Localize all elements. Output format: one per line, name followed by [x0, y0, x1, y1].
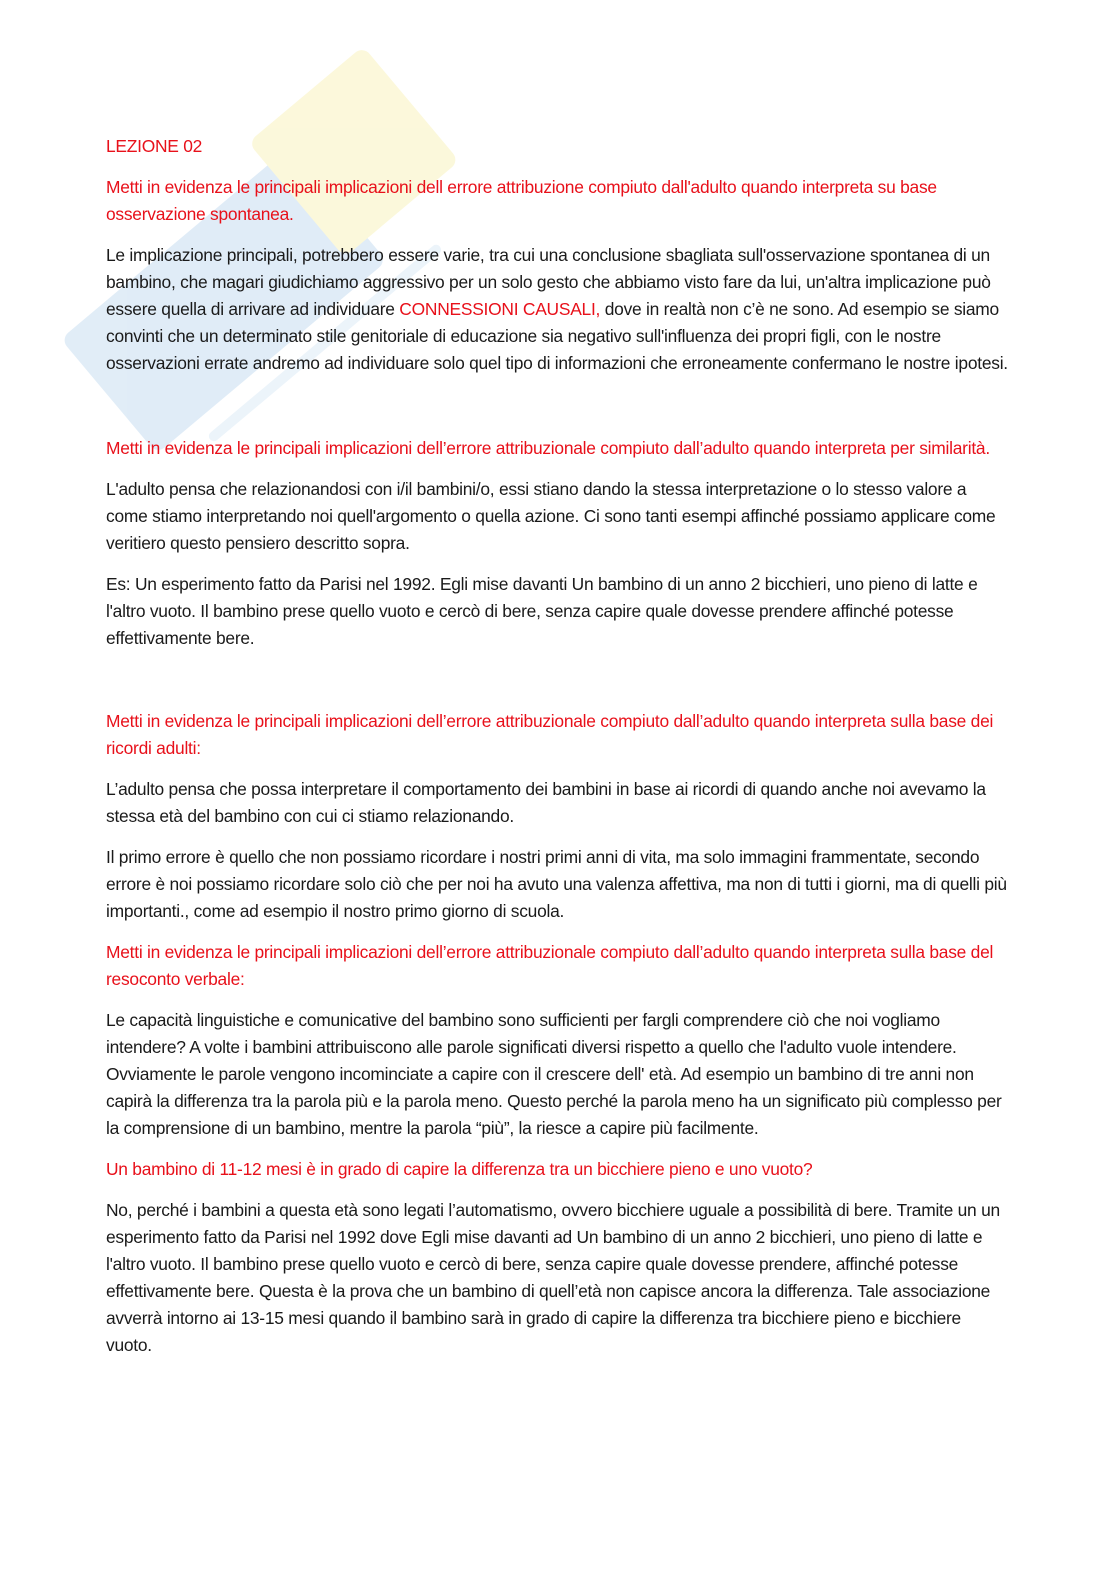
- question-heading: Un bambino di 11-12 mesi è in grado di capire la differenza tra un bicchiere pieno e uno vuoto?: [106, 1159, 813, 1179]
- paragraph-text: Le implicazione principali, potrebbero essere varie, tra cui una conclusione sbagliata sull'osservazione spontanea di un bambino, che magari giudichiamo aggressivo per un solo gesto che abbiamo visto fare da lui, un'altra implicazione può essere quella di arrivare ad individuare: [106, 245, 991, 319]
- question-heading: Metti in evidenza le principali implicazioni dell errore attribuzione compiuto dall'adulto quando interpreta su base osservazione spontanea.: [106, 177, 937, 224]
- answer-paragraph: L'adulto pensa che relazionandosi con i/il bambini/o, essi stiano dando la stessa interpretazione o lo stesso valore a come stiamo interpretando noi quell'argomento o quella azione. Ci sono tanti esempi affinché possiamo applicare come veritiero questo pensiero descritto sopra.: [106, 479, 996, 553]
- question-heading: Metti in evidenza le principali implicazioni dell’errore attribuzionale compiuto dall’adulto quando interpreta sulla base dei ricordi adulti:: [106, 711, 994, 758]
- answer-paragraph: Il primo errore è quello che non possiamo ricordare i nostri primi anni di vita, ma solo immagini frammentate, secondo errore è noi possiamo ricordare solo ciò che per noi ha avuto una valenza affettiva, ma non di tutti i giorni, ma di quelli più importanti., come ad esempio il nostro primo giorno di scuola.: [106, 847, 1007, 921]
- question-heading: Metti in evidenza le principali implicazioni dell’errore attribuzionale compiuto dall’adulto quando interpreta sulla base del resoconto verbale:: [106, 942, 994, 989]
- highlighted-term: CONNESSIONI CAUSALI,: [399, 299, 601, 319]
- answer-paragraph: Le capacità linguistiche e comunicative del bambino sono sufficienti per fargli comprendere ciò che noi vogliamo intendere? A volte i bambini attribuiscono alle parole significati diversi rispetto a quello che l'adulto vuole intendere. Ovviamente le parole vengono incominciate a capire con il crescere dell' età. Ad esempio un bambino di tre anni non capirà la differenza tra la parola più e la parola meno. Questo perché la parola meno ha un significato più complesso per la comprensione di un bambino, mentre la parola “più”, la riesce a capire più facilmente.: [106, 1010, 1002, 1138]
- paragraph-text: dove in realtà non c’è ne sono. Ad esempio se siamo convinti che un determinato stile genitoriale di educazione sia negativo sull'influenza dei propri figli, con le nostre osservazioni errate andremo ad individuare solo quel tipo di informazioni che erroneamente confermano le nostre ipotesi.: [106, 299, 1008, 373]
- answer-paragraph: No, perché i bambini a questa età sono legati l’automatismo, ovvero bicchiere uguale a possibilità di bere. Tramite un un esperimento fatto da Parisi nel 1992 dove Egli mise davanti ad Un bambino di un anno 2 bicchieri, uno pieno di latte e l'altro vuoto. Il bambino prese quello vuoto e cercò di bere, senza capire quale dovesse prendere, affinché potesse effettivamente bere. Questa è la prova che un bambino di quell’età non capisce ancora la differenza. Tale associazione avverrà intorno ai 13-15 mesi quando il bambino sarà in grado di capire la differenza tra bicchiere pieno e bicchiere vuoto.: [106, 1200, 1000, 1355]
- document-body: [106, 133, 1011, 1373]
- answer-paragraph: L’adulto pensa che possa interpretare il comportamento dei bambini in base ai ricordi di quando anche noi avevamo la stessa età del bambino con cui ci stiamo relazionando.: [106, 779, 986, 826]
- question-heading: Metti in evidenza le principali implicazioni dell’errore attribuzionale compiuto dall’adulto quando interpreta per similarità.: [106, 438, 990, 458]
- answer-paragraph: [106, 242, 1011, 377]
- lesson-title: LEZIONE 02: [106, 136, 203, 156]
- answer-paragraph: Es: Un esperimento fatto da Parisi nel 1992. Egli mise davanti Un bambino di un anno 2 bicchieri, uno pieno di latte e l'altro vuoto. Il bambino prese quello vuoto e cercò di bere, senza capire quale dovesse prendere affinché potesse effettivamente bere.: [106, 574, 978, 648]
